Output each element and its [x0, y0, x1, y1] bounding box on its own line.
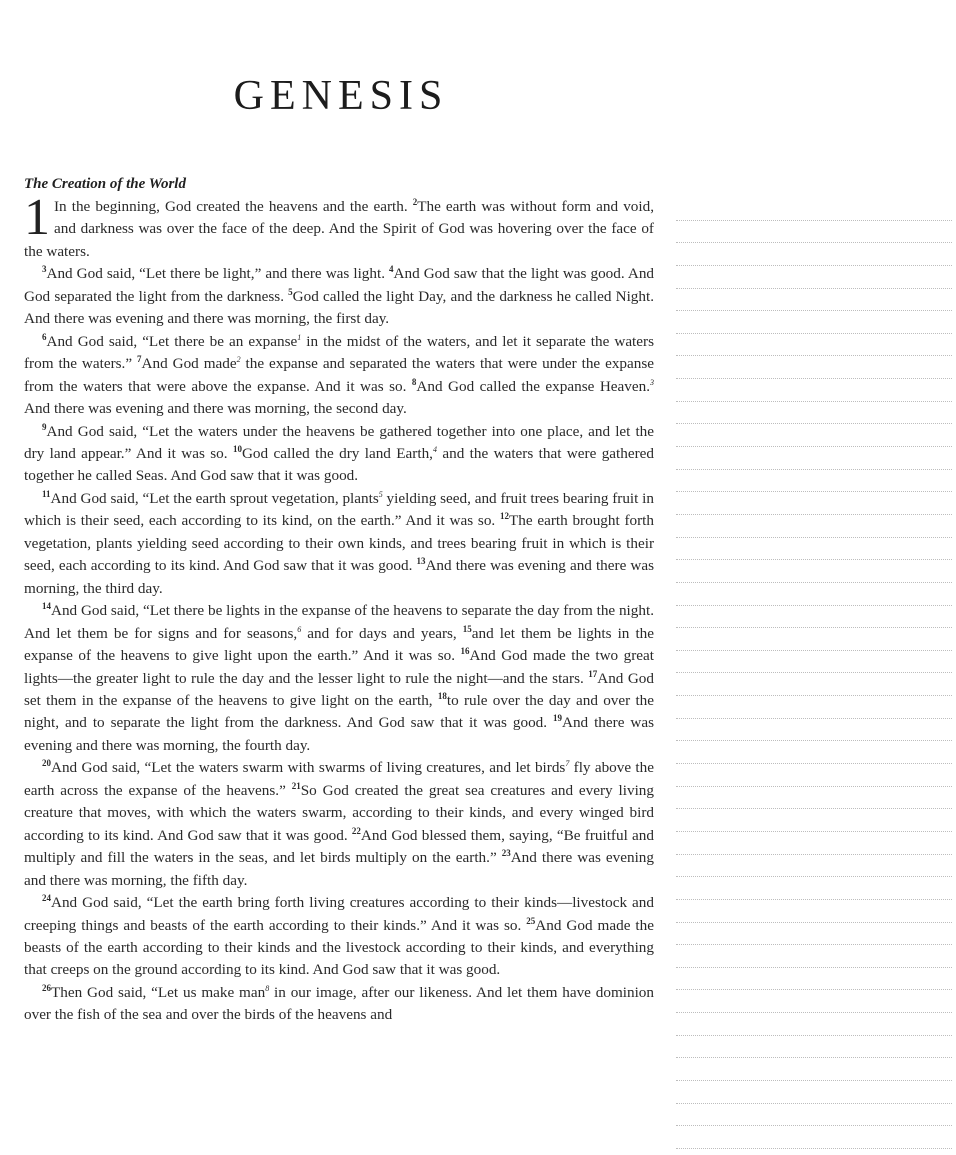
journal-line [676, 877, 952, 900]
journal-line [676, 424, 952, 447]
journaling-notes-column [676, 198, 952, 1149]
journal-line [676, 990, 952, 1013]
journal-line [676, 538, 952, 561]
verse-text: and for days and years, [301, 624, 463, 642]
verse-text: And God made [141, 355, 237, 373]
verse-text: And God said, “Let the earth sprout vegetation, plants [50, 489, 379, 507]
verse-text: So God created the great sea creatures and every living creature that moves, with which the waters swarm, according to their kinds, and every winged bird according to its kind. And God saw that it was good. [24, 781, 654, 844]
verse-number: 9 [42, 421, 47, 432]
verse-number: 23 [501, 848, 511, 859]
verse-number: 14 [42, 601, 51, 612]
journal-line [676, 379, 952, 402]
verse-text: And God said, “Let the earth bring forth living creatures according to their kinds—livestock and creeping things and beasts of the earth according to their kinds.” And it was so. [24, 894, 654, 934]
verse-text: And God said, “Let there be lights in the expanse of the heavens to separate the day from the night. And let them be for signs and for seasons, [24, 602, 654, 642]
scripture-paragraph [24, 600, 654, 757]
verse-text: And God called the expanse Heaven. [416, 377, 650, 395]
scripture-paragraph [24, 982, 654, 1027]
scripture-paragraphs [24, 189, 655, 1027]
verse-number: 8 [411, 376, 417, 387]
journal-line [676, 832, 952, 855]
journal-line [676, 221, 952, 244]
scripture-paragraph [24, 189, 654, 263]
verse-text: And there was evening and there was morning, the fifth day. [24, 849, 654, 889]
chapter-number: 1 [24, 189, 50, 246]
journal-line [676, 1104, 952, 1127]
verse-text: and the waters that were gathered together he called Seas. And God saw that it was good. [24, 444, 654, 485]
journal-line [676, 787, 952, 810]
journal-line [676, 900, 952, 923]
journal-line [676, 583, 952, 606]
verse-text: In the beginning, God created the heavens and the earth. [54, 198, 413, 215]
scripture-paragraph [24, 331, 654, 421]
journal-line [676, 560, 952, 583]
verse-text: yielding seed, and fruit trees bearing fruit in which is their seed, each according to its kind, on the earth.” And it was so. [24, 489, 654, 530]
verse-text: And God saw that the light was good. And God separated the light from the darkness. [24, 265, 655, 305]
verse-number: 19 [553, 713, 562, 724]
verse-text: The earth brought forth vegetation, plants yielding seed according to their own kinds, and trees bearing fruit in which is their seed, each according to its kind. And God saw that it was good. [24, 512, 654, 575]
journal-line [676, 968, 952, 991]
verse-number: 13 [416, 556, 426, 567]
verse-number: 11 [42, 488, 51, 499]
scripture-paragraph [24, 488, 654, 600]
verse-number: 17 [588, 668, 598, 679]
section-heading: The Creation of the World [24, 176, 186, 192]
verse-text: and let them be lights in the expanse of the heavens to give light upon the earth.” And it was so. [24, 624, 655, 665]
footnote-marker: 7 [565, 759, 570, 769]
verse-text: The earth was without form and void, and darkness was over the face of the deep. And the Spirit of God was hovering over the face of the waters. [24, 198, 654, 260]
scripture-paragraph [24, 263, 654, 330]
journal-line [676, 515, 952, 538]
verse-text: the expanse and separated the waters that were under the expanse from the waters that were above the expanse. And it was so. [24, 355, 654, 395]
verse-text: God called the light Day, and the darkness he called Night. And there was evening and there was morning, the first day. [24, 287, 654, 328]
verse-number: 5 [288, 286, 293, 297]
footnote-marker: 6 [297, 624, 302, 634]
verse-text: And God said, “Let there be an expanse [46, 332, 298, 350]
scripture-paragraph [24, 892, 654, 982]
verse-text: And God blessed them, saying, “Be fruitful and multiply and fill the waters in the seas, and let birds multiply on the earth.” [24, 826, 654, 867]
verse-number: 6 [42, 331, 47, 342]
footnote-marker: 2 [236, 355, 241, 365]
verse-number: 4 [389, 264, 394, 275]
journal-line [676, 1036, 952, 1059]
verse-number: 24 [42, 892, 51, 903]
journal-line [676, 696, 952, 719]
verse-number: 10 [232, 443, 242, 454]
journal-line [676, 402, 952, 425]
verse-text: And God set them in the expanse of the heavens to give light on the earth, [24, 669, 654, 709]
verse-number: 12 [499, 511, 509, 522]
journal-line [676, 198, 952, 221]
journal-line [676, 356, 952, 379]
journal-line [676, 651, 952, 674]
journal-line [676, 1126, 952, 1149]
verse-text: in our image, after our likeness. And let them have dominion over the fish of the sea and over the birds of the heavens and [24, 983, 654, 1024]
verse-text: And there was evening and there was morning, the second day. [24, 400, 407, 418]
verse-number: 25 [526, 915, 536, 926]
verse-number: 26 [42, 982, 51, 993]
verse-number: 3 [42, 264, 47, 275]
footnote-marker: 8 [265, 983, 270, 993]
verse-text: And God said, “Let the waters under the heavens be gathered together into one place, and let the dry land appear.” And it was so. [24, 422, 654, 462]
journal-line [676, 1058, 952, 1081]
verse-text: God called the dry land Earth, [241, 444, 433, 462]
journal-line [676, 719, 952, 742]
scripture-paragraph [24, 421, 654, 488]
verse-text: And God made the beasts of the earth according to their kinds and the livestock according to their kinds, and everything that creeps on the ground according to its kind. And God saw that it was good. [24, 916, 654, 979]
journal-line [676, 470, 952, 493]
footnote-marker: 1 [297, 332, 302, 342]
footnote-marker: 5 [378, 489, 383, 499]
journal-line [676, 1081, 952, 1104]
verse-text: to rule over the day and over the night, and to separate the light from the darkness. And God saw that it was good. [24, 691, 654, 732]
scripture-paragraph [24, 757, 654, 892]
journal-line [676, 243, 952, 266]
footnote-marker: 4 [432, 444, 437, 454]
journal-line [676, 289, 952, 312]
journal-line [676, 334, 952, 357]
journal-line [676, 945, 952, 968]
verse-text: Then God said, “Let us make man [51, 983, 266, 1001]
page-title: GENESIS [233, 73, 449, 119]
journal-line [676, 492, 952, 515]
journal-line [676, 673, 952, 696]
journal-line [676, 311, 952, 334]
verse-text: And there was evening and there was morning, the fourth day. [24, 714, 654, 754]
journal-line [676, 606, 952, 629]
verse-number: 22 [351, 825, 361, 836]
verse-text: And God made the two great lights—the greater light to rule the day and the lesser light to rule the night—and the stars. [24, 647, 655, 687]
verse-text: in the midst of the waters, and let it separate the waters from the waters.” [24, 332, 654, 373]
verse-number: 7 [137, 354, 142, 365]
verse-number: 20 [42, 758, 51, 769]
scripture-text-column [24, 176, 654, 1027]
journal-line [676, 741, 952, 764]
verse-number: 21 [291, 780, 301, 791]
journal-line [676, 266, 952, 289]
journal-line [676, 855, 952, 878]
footnote-marker: 3 [650, 377, 654, 387]
verse-text: And there was evening and there was morning, the third day. [24, 557, 655, 597]
verse-text: fly above the earth across the expanse of the heavens.” [24, 759, 654, 799]
journal-line [676, 923, 952, 946]
journal-line [676, 628, 952, 651]
verse-number: 2 [412, 196, 418, 207]
verse-number: 16 [460, 646, 470, 656]
verse-text: And God said, “Let the waters swarm with swarms of living creatures, and let birds [51, 759, 566, 777]
journal-line [676, 447, 952, 470]
journal-line [676, 809, 952, 832]
verse-number: 15 [462, 623, 472, 634]
verse-text: And God said, “Let there be light,” and there was light. [46, 265, 390, 283]
journal-line [676, 764, 952, 787]
verse-number: 18 [437, 690, 447, 701]
journal-line [676, 1013, 952, 1036]
